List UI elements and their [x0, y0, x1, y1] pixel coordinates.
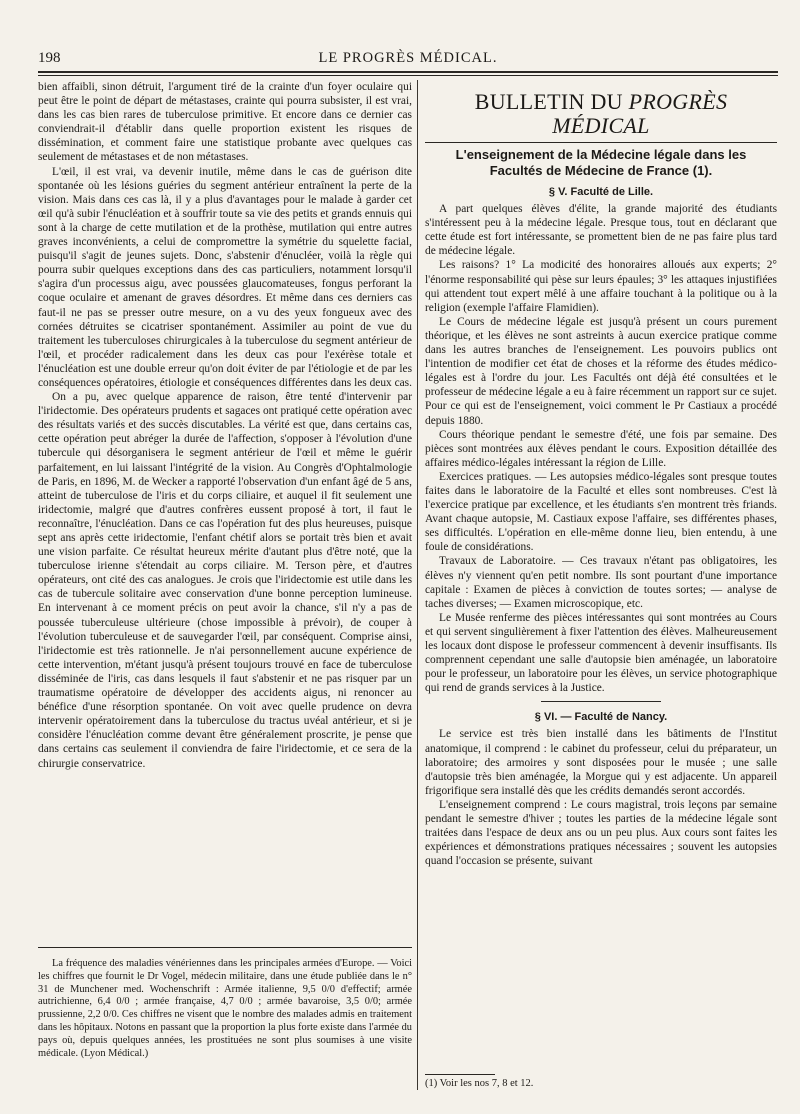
left-paragraph: L'œil, il est vrai, va devenir inutile, même dans le cas de guérison dite spontanée où les lésions guéries du segment antérieur entraînent la perte de la vision. Mais dans ces cas là, il y a plus d'avantages pour le malade à garder cet œil qu'à subir l'énucléation et à souffrir toute sa vie des petits et grands ennuis qui sont à la charge de cette mutilation et de la prothèse, mutilation qui entre autres graves inconvénients, a celui de compromettre la symétrie du squelette facial, puisqu'il s'agit de jeunes sujets. Donc, s'abstenir d'énucléer, voilà la règle qui pourra subir quelques exceptions dans des cas particuliers, notamment lorsqu'il s'agira d'un processus aigu, avec poussées glaucomateuses, fongus perforant la coque oculaire et amenant de graves désordres. Et même dans ces derniers cas faut-il ne pas se presser outre mesure, on a vu des yeux fongueux avec des cornées détruites se cicatriser spontanément. Assimiler au point de vue du traitement les tuberculoses chirurgicales à la tuberculose du segment antérieur de l'œil, et procéder radicalement dans les deux cas pour l'exérèse totale et l'énucléation est une double erreur qu'on doit éviter de par l'étiologie et de par les conséquences opératoires, étiologie et conséquences différentes dans les deux cas.	[38, 165, 412, 389]
right-paragraph: Cours théorique pendant le semestre d'été, une fois par semaine. Des pièces sont montrées aux élèves pendant le cours. Exposition détaillée des affaires médico-légales intéressant la région de Lille.	[425, 428, 777, 469]
section-heading-lille: § V. Faculté de Lille.	[548, 186, 654, 198]
right-paragraph: Les raisons? 1° La modicité des honoraires alloués aux experts; 2° l'énorme responsabilité qui pèse sur leurs épaules; 3° les attaques injustifiées qui attendent tout expert mêlé à une affaire touchant à la politique ou à la religion (exemple l'affaire Flamidien).	[425, 259, 777, 314]
footnote-rule	[425, 1074, 495, 1075]
bulletin-title-italic: PROGRÈS MÉDICAL	[552, 89, 728, 138]
right-paragraph: Le Musée renferme des pièces intéressantes qui sont montrées au Cours et qui servent singulièrement à fixer l'attention des élèves. Malheureusement les locaux dont dispose le professeur commencent à devenir insuffisants. Ils comprennent cependant une salle d'autopsie bien aménagée, un laboratoire pour le professeur, un laboratoire pour les élèves, un service photographique qui rend de grands services à la Justice.	[425, 611, 777, 695]
news-note-text: La fréquence des maladies vénériennes dans les principales armées d'Europe. — Voici les chiffres que fournit le Dr Vogel, médecin militaire, dans une étude publiée dans le n° 31 de Munchener med. Wochenschrift : Armée italienne, 9,5 0/0 d'effectif; armée autrichienne, 6,4 0/0 ; armée française, 4,7 0/0 ; armée bavaroise, 3,5 0/0; armée prussienne, 2,2 0/0. Ces chiffres ne visent que le nombre des malades admis en traitement dans les hôpitaux. Notons en passant que la proportion la plus forte existe dans l'armée du pays où, depuis quelques années, les prostituées ne sont plus soumises à une visite médicale. (Lyon Médical.)	[38, 958, 412, 1059]
right-column	[425, 80, 777, 868]
left-paragraph: On a pu, avec quelque apparence de raison, être tenté d'intervenir par l'iridectomie. Des opérateurs prudents et sagaces ont pratiqué cette opération avec des résultats variés et des succès discutables. La vérité est que, dans certains cas, cette opération peut abréger la durée de l'affection, s'opposer à l'évolution d'une tubercule qui désorganisera le segment antérieur de l'œil et même le guérir parfaitement, en lui laissant l'intégrité de la vision. Au Congrès d'Ophtalmologie de Paris, en 1896, M. de Wecker a rapporté l'observation d'un enfant âgé de 5 ans, atteint de tuberculose de l'iris et du corps ciliaire, et auquel il fit seulement une iridectomie, malgré que d'autres confrères eussent proposé à tort, il faut le reconnaître, l'énucléation. Dans ce cas l'opération fut des plus heureuses, puisque sept ans après cette iridectomie, l'enfant chétif alors se portait très bien et avait une vision parfaite. Ce résultat heureux mérite d'autant plus d'être noté, que la tuberculose irienne s'étendait au corps ciliaire. M. Terson père, et d'autres opérateurs, ont cité des cas analogues. Je crois que l'iridectomie est utile dans les cas de tubercule solitaire avec conservation d'une bonne perception lumineuse. En intervenant à ce moment précis on peut avoir la chance, s'il n'y a pas de poussée tuberculeuse ultérieure (chose impossible à prévoir), de couper à l'évolution tuberculeuse et de sauvegarder l'œil, par conséquent. Comprise ainsi, l'iridectomie est très rationnelle. Je n'ai personnellement aucune expérience de cette intervention, m'étant jusqu'à présent toujours trouvé en face de tuberculose disséminée de l'iris, cas dans lesquels il faut s'abstenir et ne pas risquer par un traumatisme opératoire de développer des accidents aigus, ni renoncer au bénéfice d'une résorption spontanée. On voit avec quelle prudence on devra intervenir opératoirement dans la tuberculose du tractus uvéal antérieur, et si je considère l'énucléation comme devant être généralement proscrite, je pense que dans certains cas seulement il conviendra de faire l'iridectomie, et ce sera de la chirurgie conservatrice.	[38, 391, 412, 770]
section-heading-nancy: § VI. — Faculté de Nancy.	[534, 711, 668, 724]
running-title: LE PROGRÈS MÉDICAL.	[318, 50, 498, 66]
news-note	[38, 958, 412, 1060]
right-paragraph: L'enseignement comprend : Le cours magistral, trois leçons par semaine pendant le semestre d'hiver ; toutes les parties de la médecine légale sont traitées dans l'espace de deux ans ou un peu plus. Aux cours sont faites les expériences et démonstrations pratiques nécessaires ; souvent les autopsies quand l'occasion se présente, suivant	[425, 798, 777, 868]
left-paragraph: bien affaibli, sinon détruit, l'argument tiré de la crainte d'un foyer oculaire qui peut être le point de départ de métastases, crainte qui pourra subsister, il est vrai, dans les cas bien rares de tuberculose primitive. Et encore dans ce dernier cas conviendrait-il d'établir dans quelle proportion existent les risques de dissémination, et comment faire une statistique probante avec quelques cas seulement de métastases et de non métastases.	[38, 81, 412, 164]
bulletin-title-plain: BULLETIN DU	[474, 89, 629, 114]
column-divider	[417, 80, 418, 1090]
bulletin-title	[425, 90, 777, 138]
right-paragraph: Le service est très bien installé dans les bâtiments de l'Institut anatomique, il comprend : le cabinet du professeur, celui du préparateur, un laboratoire; des armoires y sont disposées pour le musée ; une salle d'autopsie très bien aménagée, la Morgue qui y est adjacente. Un appareil frigorifique sera installé dès que les crédits demandés seront accordés.	[425, 728, 777, 797]
header-rule	[38, 71, 778, 73]
right-paragraph: Travaux de Laboratoire. — Ces travaux n'étant pas obligatoires, les élèves n'y viennent qu'en petit nombre. Ils sont pourtant d'une importance capitale : Examen de pièces à conviction de toutes sortes; — analyse de taches diverses; — Examen microscopique, etc.	[425, 555, 777, 610]
left-column	[38, 80, 412, 771]
section-rule	[541, 701, 661, 702]
bulletin-rule	[425, 142, 777, 143]
footnote: (1) Voir les nos 7, 8 et 12.	[425, 1078, 534, 1089]
page-header	[38, 50, 778, 70]
right-paragraph: Le Cours de médecine légale est jusqu'à présent un cours purement théorique, et les élèves ne sont astreints à aucun exercice pratique comme dans les autres branches de l'enseignement. Les pouvoirs publics ont l'intention de modifier cet état de choses et la réforme des études médico-légales est à l'ordre du jour. Les Facultés ont déjà été consultées et le professeur de médecine légale a eu à faire récemment un rapport sur ce sujet. Pour ce qui est de l'enseignement, voici comment le Pr Castiaux a procédé depuis 1880.	[425, 315, 777, 427]
right-paragraph: A part quelques élèves d'élite, la grande majorité des étudiants s'intéressent peu à la médecine légale. Presque tous, tout en déclarant que cette étude est fort intéressante, se promettent bien de ne pas faire plus tard de médecine légale.	[425, 203, 777, 258]
page-number: 198	[38, 50, 61, 66]
note-rule	[38, 947, 412, 948]
right-paragraph: Exercices pratiques. — Les autopsies médico-légales sont presque toutes faites dans le laboratoire de la Faculté et elles sont nombreuses. C'est là l'exercice pratique par excellence, et les étudiants s'en montrent très friands. Avant chaque autopsie, M. Castiaux expose l'affaire, ses différentes phases, ses difficultés. L'opération en elle-même donne lieu, bien entendu, à une foule de considérations.	[425, 470, 777, 554]
header-rule-thin	[38, 75, 778, 76]
article-title: L'enseignement de la Médecine légale dans les Facultés de Médecine de France (1).	[455, 147, 747, 178]
